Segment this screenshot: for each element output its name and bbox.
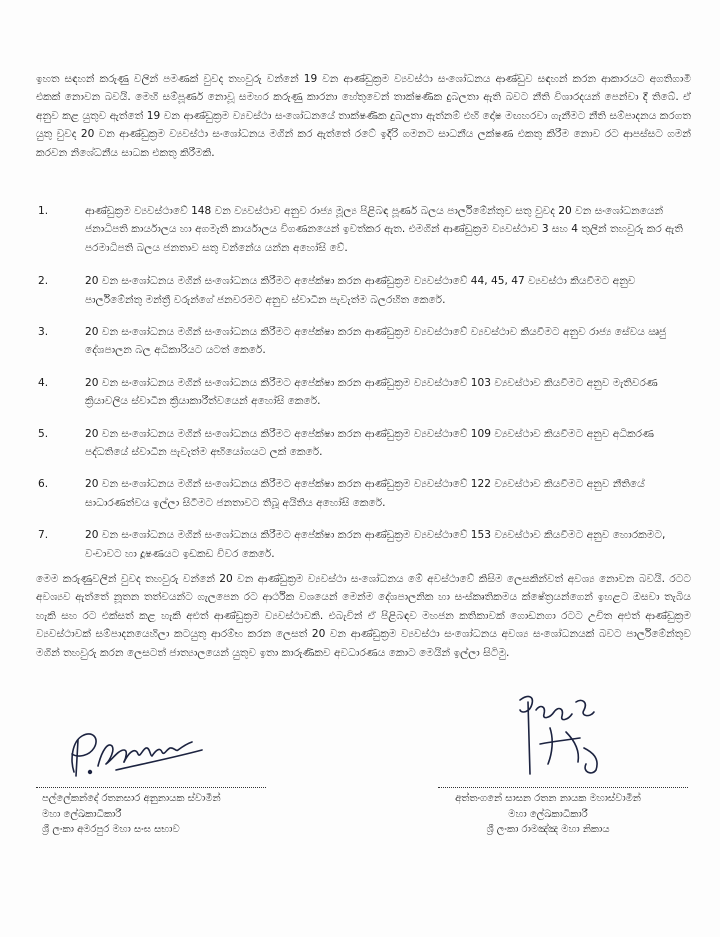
point-item: [36, 323, 691, 360]
right-signatory-name: අත්තංගනේ සාසන රතන නායක මහාස්වාමීන්: [455, 793, 641, 804]
left-signatory-name: පල්ලේකන්දේ රතනසාර අනුනායක ස්වාමීන්: [42, 793, 221, 804]
point-text: 20 වන සංශෝධනය මගින් සංශෝධනය කිරීමට අපේක්ෂා කරන ආණ්ඩුක්‍රම ව්‍යවස්ථාවේ 153 ව්‍යවස්ථාව කියවීමට අනුව හොරකමට, වංචාවට හා දූෂණයට ඉඩකඩ විවර කෙරේ.: [85, 529, 666, 560]
point-text: ආණ්ඩුක්‍රම ව්‍යවස්ථාවේ 148 වන ව්‍යවස්ථාව අනුව රාජ්‍ය මූල්‍ය පිළිබඳ පූර්ණ බලය පාර්ලිමේන්තුව සතු වුවද 20 වන සංශෝධනයෙන් ජනාධිපති කාර්යාලය හා අගමැති කාර්යාලය විගණනයෙන් ඉවත්කර ඇත. එමගින් ආණ්ඩුක්‍රම ව්‍යවස්ථාව 3 සහ 4 තුලින් තහවුරු කර ඇති පරමාධිපති බලය ජනතාව සතු වන්නේය යන්න අහෝසි වේ.: [85, 205, 683, 254]
point-item: [36, 526, 691, 563]
right-signature: [510, 688, 620, 780]
point-item: [36, 475, 691, 512]
left-signature-line: [36, 787, 266, 788]
point-number: 3.: [38, 326, 49, 339]
left-signatory: [42, 791, 342, 838]
intro-paragraph: ඉහත සඳහන් කරුණු වලින් පමණක් වුවද තහවුරු වන්නේ 19 වන ආණ්ඩුක්‍රම ව්‍යවස්ථා සංශෝධනය ආණ්ඩුව සඳහන් කරන ආකාරයට අගතිගාමී එකක් නොවන බවයි. මෙහි සම්පූර්ණ නොවූ සමහර කරුණු කාරනා හේතුවෙන් තාක්ෂණික දුබලතා ඇති බවට නීති විශාරදයන් පෙන්වා දී තිබේ. ඒ අනුව කළ යුතුව ඇත්තේ 19 වන ආණ්ඩුක්‍රම ව්‍යවස්ථා සංශෝධනයේ තාක්ෂණික දුබලතා ඇත්නම් එහි දෝෂ මඟහරවා ගැනීමට නීති සම්පාදනය කරගත යුතු වුවද 20 වන ආණ්ඩුක්‍රම ව්‍යවස්ථා සංශෝධනය මගින් කර ඇත්තේ රටේ ඉදිරි ගමනට සාධනීය ලක්ෂණ එකතු කිරීම නොව රට ආපස්සට ගමන් කරවන නිශේධනීය සාධක එකතු කිරීමකි.: [36, 73, 691, 159]
point-text: 20 වන සංශෝධනය මගින් සංශෝධනය කිරීමට අපේක්ෂා කරන ආණ්ඩුක්‍රම ව්‍යවස්ථාවේ ව්‍යවස්ථාව කියවීමට අනුව රාජ්‍ය සේවය ඍජු දේශපාලන බල අධිකාරියට යටත් කෙරේ.: [85, 326, 667, 357]
point-number: 4.: [38, 376, 49, 389]
left-signature: [52, 720, 212, 780]
closing-paragraph: මෙම කරුණුවලින් වුවද තහවුරු වන්නේ 20 වන ආණ්ඩුක්‍රම ව්‍යවස්ථා සංශෝධනය මේ අවස්ථාවේ කිසිම ලෙසකින්වත් අවශ්‍ය නොවන බවයි. රටට අවශ්‍යව ඇත්තේ නූතන තත්වයන්ට ගැලපෙන රට ආර්ථික වශයෙන් මෙන්ම දේශපාලනික හා සංස්කෘතිකමය ක්ෂේත්‍රයන්ගෙන් ඉහළට ඔසවා තැබිය හැකි සහ රට එක්සත් කළ හැකි අළුත් ආණ්ඩුක්‍රම ව්‍යවස්ථාවකි. එබැවින් ඒ පිළිබඳව මහජන කතිකාවක් ගොඩනගා රටට උචිත අළුත් ආණ්ඩුක්‍රම ව්‍යවස්ථාවක් සම්පාදනයෙහිලා කටයුතු ආරම්භ කරන ලෙසත් 20 වන ආණ්ඩුක්‍රම ව්‍යවස්ථා සංශෝධනය අවශ්‍ය සංශෝධනයක් බවට පාර්ලිමේන්තුව මගින් තහවුරු කරන ලෙසටත් ජාත්‍යාලයෙන් යුතුව ඉතා කාරුණිකව අවධාරණය කොට මෙයින් ඉල්ලා සිටිමු.: [36, 573, 691, 659]
left-signatory-title: මහා ලේඛකාධිකාරී: [42, 808, 122, 820]
point-number: 6.: [38, 478, 49, 491]
point-text: 20 වන සංශෝධනය මගින් සංශෝධනය කිරීමට අපේක්ෂා කරන ආණ්ඩුක්‍රම ව්‍යවස්ථාවේ 122 ව්‍යවස්ථාව කියවීමට අනුව නීතියේ සාධාරණත්වය ඉල්ලා සිටීමට ජනතාවට තිබූ අයිතිය අහෝසි කෙරේ.: [85, 478, 645, 509]
point-text: 20 වන සංශෝධනය මගින් සංශෝධනය කිරීමට අපේක්ෂා කරන ආණ්ඩුක්‍රම ව්‍යවස්ථාවේ 109 ව්‍යවස්ථාව කියවීමට අනුව අධිකරණ පද්ධතියේ ස්වාධීන පැවැත්ම අභියෝගයට ලක් කෙරේ.: [85, 427, 654, 459]
point-text: 20 වන සංශෝධනය මගින් සංශෝධනය කිරීමට අපේක්ෂා කරන ආණ්ඩුක්‍රම ව්‍යවස්ථාවේ 44, 45, 47 ව්‍යවස්ථා කියවීමට අනුව පාර්ලිමේන්තු මන්ත්‍රී වරුන්ගේ ජනවරමට අනුව ස්වාධීන පැවැත්ම බලරහිත කෙරේ.: [85, 275, 636, 306]
point-number: 7.: [38, 529, 49, 542]
point-text: 20 වන සංශෝධනය මගින් සංශෝධනය කිරීමට අපේක්ෂා කරන ආණ්ඩුක්‍රම ව්‍යවස්ථාවේ 103 ව්‍යවස්ථාව කියවීමට අනුව මැතිවරණ ක්‍රියාවලිය ස්වාධීන ක්‍රියාකාරීත්වයෙන් අහෝසි කෙරේ.: [85, 376, 658, 408]
point-item: [36, 374, 691, 411]
point-number: 5.: [38, 427, 49, 440]
point-item: [36, 425, 691, 462]
point-number: 1.: [38, 205, 49, 217]
left-signatory-org: ශ්‍රී ලංකා අමරපුර මහා සංඝ සභාව: [42, 824, 180, 835]
points-list: [36, 202, 691, 563]
right-signatory-org: ශ්‍රී ලංකා රාමඤ්ඤ මහා නිකාය: [486, 824, 610, 835]
point-number: 2.: [38, 275, 49, 288]
point-item: [36, 272, 691, 309]
right-signature-line: [438, 787, 688, 788]
right-signatory-title: මහා ලේඛකාධිකාරී: [508, 808, 588, 820]
point-item: [36, 202, 691, 257]
right-signatory: [395, 791, 701, 838]
